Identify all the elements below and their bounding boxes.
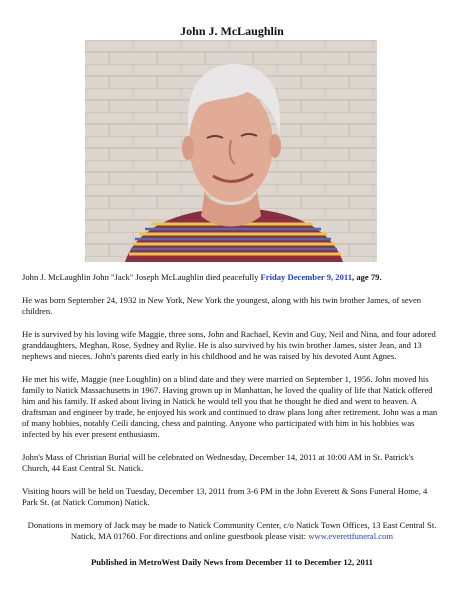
page-title: John J. McLaughlin	[180, 24, 284, 38]
paragraph-donations	[22, 520, 442, 542]
paragraph-visiting: Visiting hours will be held on Tuesday, December 13, 2011 from 3-6 PM in the John Everett & Sons Funeral Home, 4 Park St. (at Natick Common) Natick.	[22, 486, 428, 507]
portrait-illustration	[85, 40, 377, 262]
portrait-photo	[85, 40, 377, 262]
paragraph-life: He met his wife, Maggie (nee Loughlin) on a blind date and they were married on September 1, 1956. John moved his family to Natick Massachusetts in 1967. Having grown up in Manhattan, he loved the quality of life that Natick offered him and his family. If asked about living in Natick he would tell you that he thought he died and went to heaven. A draftsman and engineer by trade, he enjoyed his work and continued to draw plans long after retirement. John was a man of many hobbies, notably Ceili dancing, chess and painting. Anyone who participated with him in his hobbies was infected by his ever present enthusiasm.	[22, 374, 438, 439]
paragraph-death	[22, 272, 442, 283]
funeral-home-link[interactable]: www.everettfuneral.com	[308, 531, 394, 541]
published-note: Published in MetroWest Daily News from December 11 to December 12, 2011	[91, 557, 373, 567]
paragraph-birth: He was born September 24, 1932 in New York, New York the youngest, along with his twin brother James, of seven children.	[22, 295, 422, 316]
donations-text: Donations in memory of Jack may be made to Natick Community Center, c/o Natick Town Offices, 13 East Central St. Natick, MA 01760. For directions and online guestbook please visit:	[27, 520, 437, 541]
paragraph-mass: John's Mass of Christian Burial will be celebrated on Wednesday, December 14, 2011 at 10:00 AM in St. Patrick's Church, 44 East Central St. Natick.	[22, 452, 414, 473]
obituary-body	[22, 272, 442, 554]
death-date: Friday December 9, 2011	[260, 272, 353, 282]
intro-text: John J. McLaughlin John "Jack" Joseph McLaughlin died peacefully	[22, 272, 261, 282]
date-separator: ,	[352, 272, 357, 282]
age-text: age 79.	[356, 272, 382, 282]
paragraph-survivors: He is survived by his loving wife Maggie, three sons, John and Rachael, Kevin and Guy, Neil and Nina, and four adored granddaughters, Meghan, Rose, Sydney and Rylie. He is also survived by his twin brother James, sister Jean, and 13 nephews and nieces. John's parents died early in his childhood and he was raised by his devoted Aunt Agnes.	[22, 329, 436, 361]
